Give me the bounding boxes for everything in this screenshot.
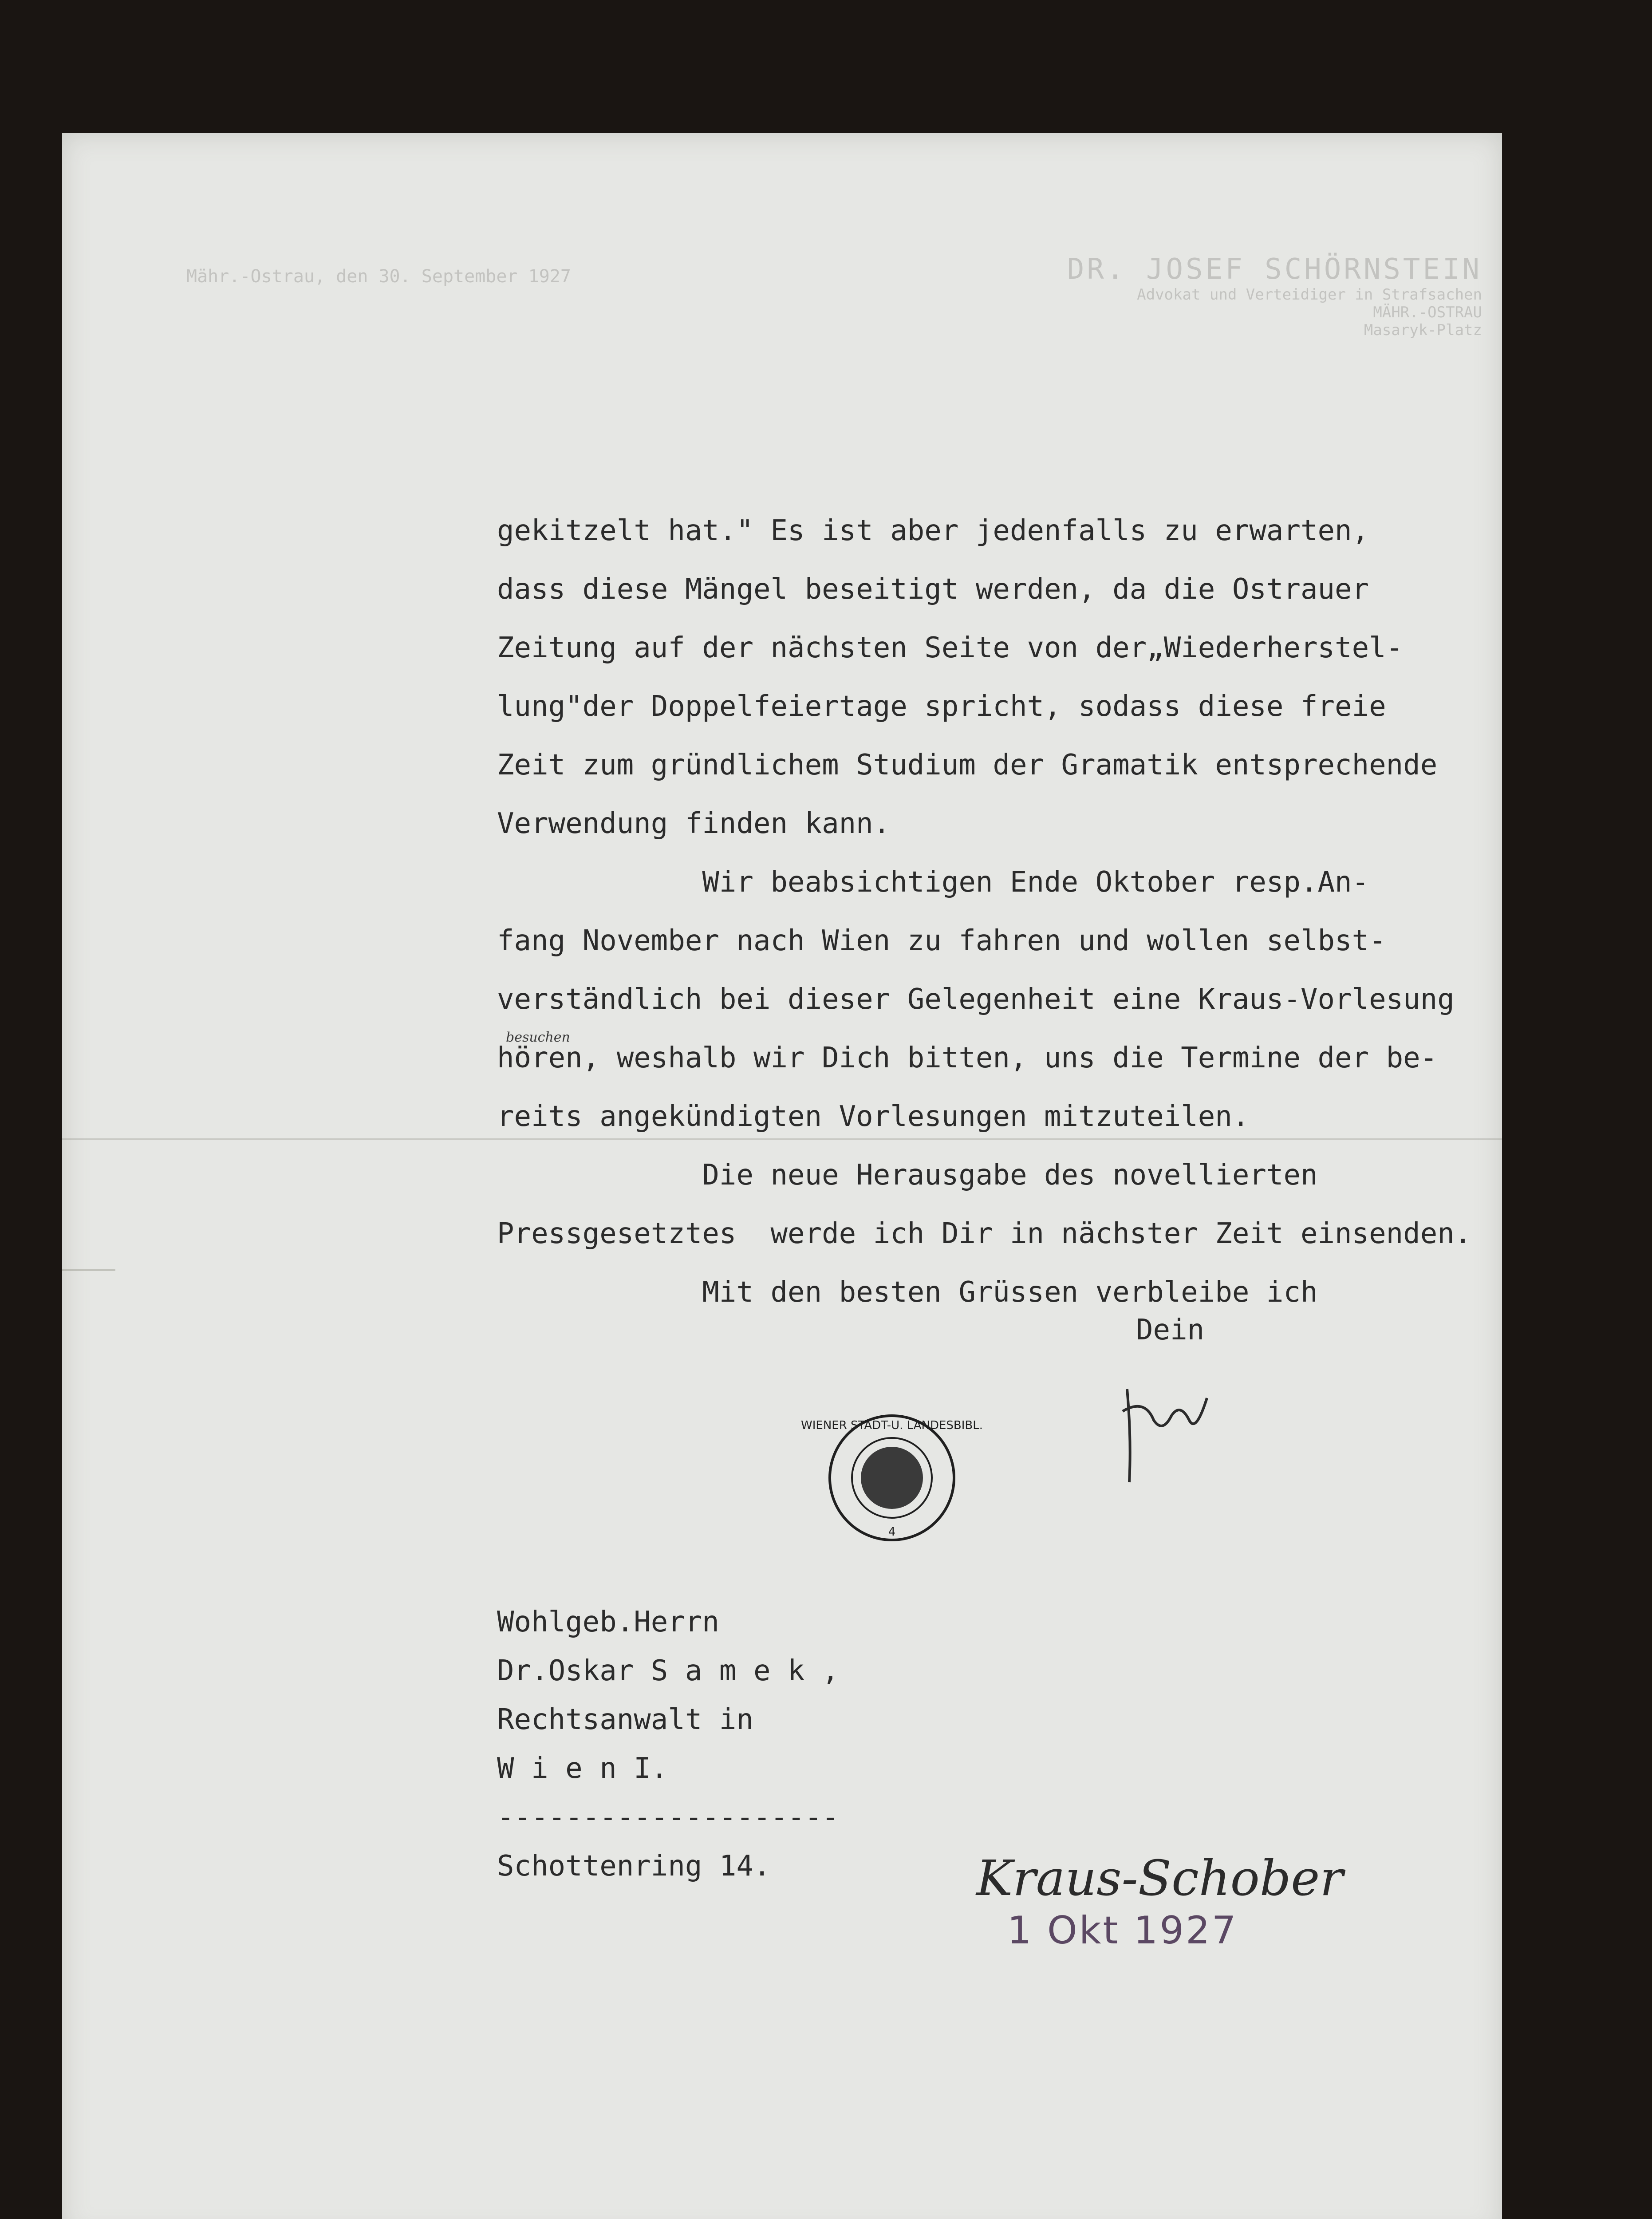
letter-line: Zeit zum gründlichem Studium der Gramatik entsprechende [497,749,1438,782]
letter-body [497,501,1584,1322]
letter-line: Pressgesetztes werde ich Dir in nächster Zeit einsenden. [497,1217,1472,1250]
letter-line: fang November nach Wien zu fahren und wollen selbst- [497,924,1386,957]
letter-line: hören, weshalb wir Dich bitten, uns die Termine der be- [497,1042,1438,1074]
fold-tear [62,1269,115,1271]
address-line: Schottenring 14. [497,1850,771,1883]
letter-line: lung"der Doppelfeiertage spricht, sodass diese freie [497,690,1386,723]
faint-letterhead [950,253,1482,339]
letter-line: verständlich bei dieser Gelegenheit eine Kraus-Vorlesung [497,983,1455,1016]
letter-line: dass diese Mängel beseitigt werden, da die Ostrauer [497,573,1369,606]
address-line: W i e n I. [497,1752,668,1785]
received-date-stamp: 1 Okt 1927 [1007,1908,1238,1953]
library-stamp [801,1411,983,1544]
letterhead-line: Advokat und Verteidiger in Strafsachen [1137,286,1482,304]
letter-line: Die neue Herausgabe des novellierten [497,1159,1318,1192]
stamp-text: WIENER STADT-U. LANDESBIBL. [801,1419,983,1432]
address-divider: -------------------- [497,1801,839,1834]
letter-line: Mit den besten Grüssen verbleibe ich [497,1276,1318,1309]
recipient-address [497,1598,839,1891]
letter-line: Zeitung auf der nächsten Seite von der„Wiederherstel- [497,632,1404,664]
faint-dateline: Mähr.-Ostrau, den 30. September 1927 [186,266,571,287]
stamp-number: 4 [888,1525,896,1539]
handwritten-insert: besuchen [506,1030,570,1045]
letter-line: Verwendung finden kann. [497,807,891,840]
salutation: Dein [1136,1314,1205,1346]
letter-line: Wir beabsichtigen Ende Oktober resp.An- [497,866,1369,899]
address-line: Rechtsanwalt in [497,1703,753,1736]
letterhead-name: DR. JOSEF SCHÖRNSTEIN [1067,253,1482,286]
address-line: Dr.Oskar S a m e k , [497,1654,839,1687]
letter-line: reits angekündigten Vorlesungen mitzuteilen. [497,1100,1250,1133]
letter-page [62,133,1502,2219]
letterhead-city: MÄHR.-OSTRAU [1373,304,1482,321]
coat-of-arms-icon [861,1447,923,1509]
signature-scribble [1118,1371,1234,1496]
letter-line: gekitzelt hat." Es ist aber jedenfalls zu erwarten, [497,514,1369,547]
note-text: Kraus-Schober [976,1850,1343,1907]
address-line: Wohlgeb.Herrn [497,1606,719,1639]
letterhead-street: Masaryk-Platz [1364,321,1482,339]
